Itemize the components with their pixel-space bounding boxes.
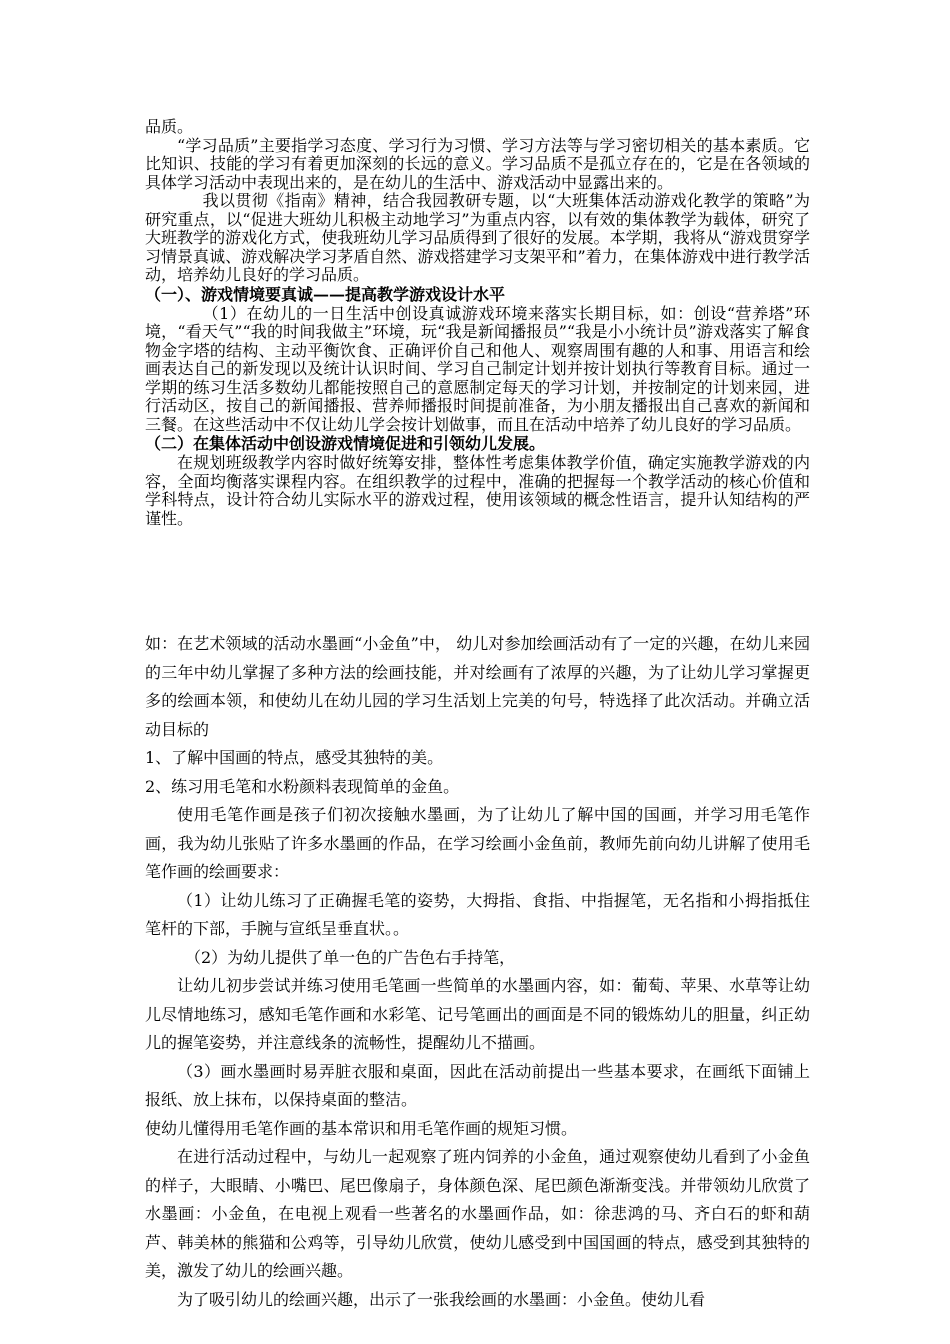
paragraph-example: 如：在艺术领域的活动水墨画“小金鱼”中， 幼儿对参加绘画活动有了一定的兴趣，在幼儿来园的三年中幼儿掌握了多种方法的绘画技能，并对绘画有了浓厚的兴趣，为了让幼儿学习掌握更多的绘画本领，和使幼儿在幼儿园的学习生活划上完美的句号，特选择了此次活动。并确立活动目标的 <box>145 634 810 739</box>
paragraph-last: 为了吸引幼儿的绘画兴趣，出示了一张我绘画的水墨画：小金鱼。使幼儿看 <box>177 1289 706 1309</box>
paragraph-observe: 在进行活动过程中，与幼儿一起观察了班内饲养的小金鱼，通过观察使幼儿看到了小金鱼的样子，大眼睛、小嘴巴、尾巴像扇子，身体颜色深、尾巴颜色渐渐变浅。并带领幼儿欣赏了水墨画：小金鱼，在电视上观看一些著名的水墨画作品，如：徐悲鸿的马、齐白石的虾和葫芦、韩美林的熊猫和公鸡等，引导幼儿欣赏，使幼儿感受到中国国画的特点，感受到其独特的美，激发了幼儿的绘画兴趣。 <box>145 1147 810 1280</box>
paragraph-brush: 使用毛笔作画是孩子们初次接触水墨画，为了让幼儿了解中国的国画，并学习用毛笔作画，我为幼儿张贴了许多水墨画的作品，在学习绘画小金鱼前，教师先前向幼儿讲解了使用毛笔作画的绘画要求： <box>145 805 810 881</box>
paragraph-learning-quality: “学习品质”主要指学习态度、学习行为习惯、学习方法等与学习密切相关的基本素质。它比知识、技能的学习有着更加深刻的长远的意义。学习品质不是孤立存在的，它是在各领域的具体学习活动中表现出来的，是在幼儿的生活中、游戏活动中显露出来的。 <box>145 135 810 192</box>
section-loose <box>145 630 810 1314</box>
paragraph-try: 让幼儿初步尝试并练习使用毛笔画一些简单的水墨画内容，如：葡萄、苹果、水草等让幼儿尽情地练习，感知毛笔作画和水彩笔、记号笔画出的画面是不同的锻炼幼儿的胆量，纠正幼儿的握笔姿势，并注意线条的流畅性，提醒幼儿不描画。 <box>145 976 810 1052</box>
paragraph-section-2: 在规划班级教学内容时做好统筹安排，整体性考虑集体教学价值，确定实施教学游戏的内容，全面均衡落实课程内容。在组织教学的过程中，准确的把握每一个教学活动的核心价值和学科特点，设计符合幼儿实际水平的游戏过程，使用该领域的概念性语言，提升认知结构的严谨性。 <box>145 453 810 528</box>
heading-section-1: （一）、游戏情境要真诚——提高教学游戏设计水平 <box>145 284 506 304</box>
requirement-1: （1）让幼儿练习了正确握毛笔的姿势，大拇指、食指、中指握笔，无名指和小拇指抵住笔杆的下部，手腕与宣纸呈垂直状。。 <box>145 890 810 938</box>
paragraph-habit: 使幼儿懂得用毛笔作画的基本常识和用毛笔作画的规矩习惯。 <box>145 1118 578 1138</box>
goal-item-1: 1、了解中国画的特点，感受其独特的美。 <box>145 748 444 767</box>
requirement-3: （3）画水墨画时易弄脏衣服和桌面，因此在活动前提出一些基本要求，在画纸下面铺上报纸、放上抹布，以保持桌面的整洁。 <box>145 1061 810 1109</box>
goal-item-2: 2、练习用毛笔和水粉颜料表现简单的金鱼。 <box>145 776 460 796</box>
paragraph-fragment: 品质。 <box>145 117 194 136</box>
heading-section-2: （二）在集体活动中创设游戏情境促进和引领幼儿发展。 <box>145 434 546 453</box>
section-dense <box>145 118 810 528</box>
paragraph-section-1: （1）在幼儿的一日生活中创设真诚游戏环境来落实长期目标，如：创设“营养塔”环境，“看天气”“我的时间我做主”环境，玩“我是新闻播报员”“我是小小统计员”游戏落实了解食物金字塔的结构、主动平衡饮食、正确评价自己和他人、观察周围有趣的人和事、用语言和绘画表达自己的新发现以及统计认识时间、学习自己制定计划并按计划执行等教育目标。通过一学期的练习生活多数幼儿都能按照自己的意愿制定每天的学习计划，并按制定的计划来园，进行活动区，按自己的新闻播报、营养师播报时间提前准备，为小朋友播报出自己喜欢的新闻和三餐。在这些活动中不仅让幼儿学会按计划做事，而且在活动中培养了幼儿良好的学习品质。 <box>145 303 810 434</box>
requirement-2: （2）为幼儿提供了单一色的广告色右手持笔， <box>185 947 516 967</box>
paragraph-guideline: 我以贯彻《指南》精神，结合我园教研专题，以“大班集体活动游戏化教学的策略”为研究重点，以“促进大班幼儿积极主动地学习”为重点内容，以有效的集体教学为载体，研究了大班教学的游戏化方式，使我班幼儿学习品质得到了很好的发展。本学期，我将从“游戏贯穿学习情景真诚、游戏解决学习茅盾自然、游戏搭建学习支架平和”着力，在集体游戏中进行教学活动，培养幼儿良好的学习品质。 <box>145 191 810 284</box>
